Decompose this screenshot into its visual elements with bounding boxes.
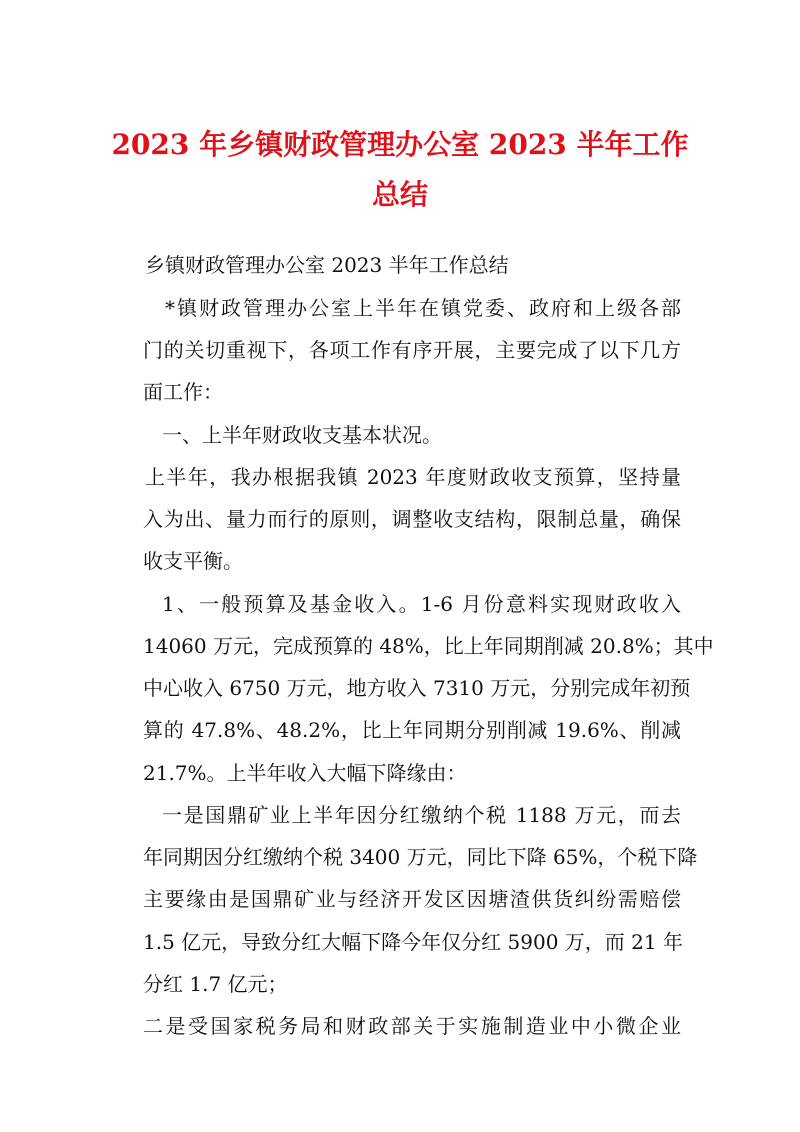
body-line: 14060 万元，完成预算的 48%，比上年同期削减 20.8%；其中	[143, 634, 714, 658]
body-line: 1、一般预算及基金收入。1-6 月份意料实现财政收入	[162, 592, 681, 616]
body-line: 一是国鼎矿业上半年因分红缴纳个税 1188 万元，而去	[162, 803, 681, 827]
body-line: 年同期因分红缴纳个税 3400 万元，同比下降 65%，个税下降	[143, 845, 698, 869]
document-title-line-2: 总结	[371, 178, 428, 211]
section-heading: 一、上半年财政收支基本状况。	[162, 423, 442, 447]
body-line: 分红 1.7 亿元；	[143, 972, 288, 996]
body-line: 算的 47.8%、48.2%，比上年同期分别削减 19.6%、削减	[143, 718, 681, 742]
body-line: 主要缘由是国鼎矿业与经济开发区因塘渣供货纠纷需赔偿	[143, 887, 681, 911]
body-line: 二是受国家税务局和财政部关于实施制造业中小微企业	[143, 1014, 681, 1038]
body-line: 乡镇财政管理办公室 2023 半年工作总结	[145, 253, 509, 277]
body-line: 面工作：	[143, 380, 223, 404]
body-line: 门的关切重视下，各项工作有序开展，主要完成了以下几方	[143, 338, 681, 362]
body-line: 1.5 亿元，导致分红大幅下降今年仅分红 5900 万，而 21 年	[143, 930, 683, 954]
body-line: 上半年，我办根据我镇 2023 年度财政收支预算，坚持量	[145, 465, 681, 489]
body-line: 收支平衡。	[143, 549, 243, 573]
body-line: *镇财政管理办公室上半年在镇党委、政府和上级各部	[165, 296, 681, 320]
document-title-line-1: 2023 年乡镇财政管理办公室 2023 半年工作	[111, 128, 689, 161]
body-line: 21.7%。上半年收入大幅下降缘由：	[143, 761, 467, 785]
body-line: 入为出、量力而行的原则，调整收支结构，限制总量，确保	[143, 507, 681, 531]
body-line: 中心收入 6750 万元，地方收入 7310 万元，分别完成年初预	[143, 676, 691, 700]
